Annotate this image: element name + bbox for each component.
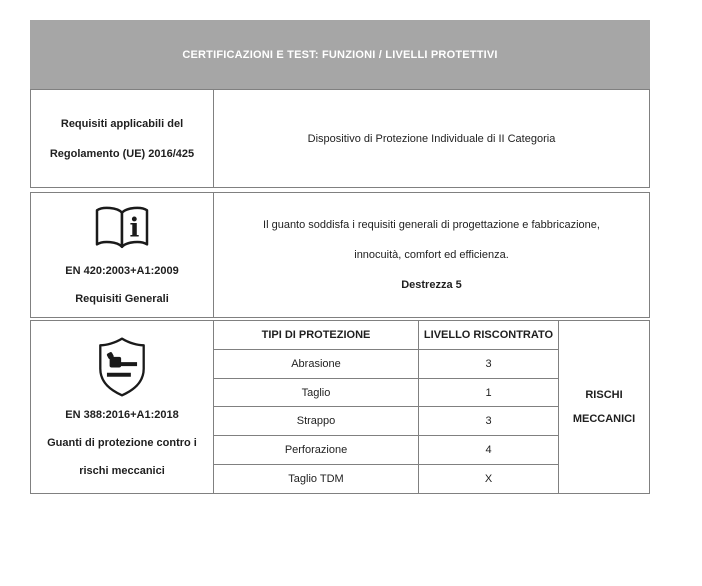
regulation-value-cell [214, 90, 649, 187]
regulation-label-cell [31, 90, 214, 187]
en388-standard-cell [31, 321, 214, 493]
shield-hammer-icon [95, 336, 149, 398]
protection-type: Strappo [214, 407, 419, 435]
regulation-label-line1: Requisiti applicabili del [60, 117, 184, 130]
protection-level: 3 [485, 357, 492, 370]
en420-name: Requisiti Generali [75, 293, 169, 305]
protection-type: Abrasione [214, 350, 419, 378]
table-row [214, 407, 558, 436]
mechanical-risks-cell [559, 321, 649, 493]
protection-level: 3 [485, 415, 492, 428]
category-line1: RISCHI [585, 389, 623, 401]
table-row [214, 379, 558, 408]
section-header [30, 20, 650, 89]
regulation-label-line2: Regolamento (UE) 2016/425 [49, 147, 195, 160]
svg-text:i: i [129, 213, 140, 244]
protection-type: Taglio TDM [214, 465, 419, 493]
table-row [214, 350, 558, 379]
en420-standard: EN 420:2003+A1:2009 [65, 265, 179, 277]
protection-level: X [484, 473, 493, 486]
section-title: CERTIFICAZIONI E TEST: FUNZIONI / LIVELLI PROTETTIVI [182, 48, 498, 61]
en420-description-line2: innocuità, comfort ed efficienza. [354, 249, 509, 261]
en420-dexterity: Destrezza 5 [401, 279, 462, 291]
protection-level: 4 [485, 444, 492, 457]
protection-level: 1 [485, 386, 492, 399]
protection-type: Taglio [214, 379, 419, 407]
row-regulation [30, 89, 650, 188]
table-row [214, 436, 558, 465]
category-line2: MECCANICI [572, 413, 636, 425]
row-en388 [30, 320, 650, 494]
row-en420 [30, 192, 650, 318]
en388-name-line2: rischi meccanici [79, 465, 165, 477]
protection-level-header: LIVELLO RISCONTRATO [423, 328, 554, 341]
protection-table-header-row [214, 321, 558, 350]
open-book-info-icon [91, 204, 153, 254]
table-row [214, 465, 558, 493]
en420-standard-cell [31, 193, 214, 317]
en420-description-line1: Il guanto soddisfa i requisiti generali di progettazione e fabbricazione, [263, 219, 600, 231]
regulation-value: Dispositivo di Protezione Individuale di II Categoria [307, 132, 556, 145]
protection-type: Perforazione [214, 436, 419, 464]
protection-type-header: TIPI DI PROTEZIONE [214, 321, 419, 349]
en388-name-line1: Guanti di protezione contro i [47, 437, 197, 449]
en420-description-cell [214, 193, 649, 317]
protection-levels-table [214, 321, 559, 493]
en388-standard: EN 388:2016+A1:2018 [65, 409, 179, 421]
